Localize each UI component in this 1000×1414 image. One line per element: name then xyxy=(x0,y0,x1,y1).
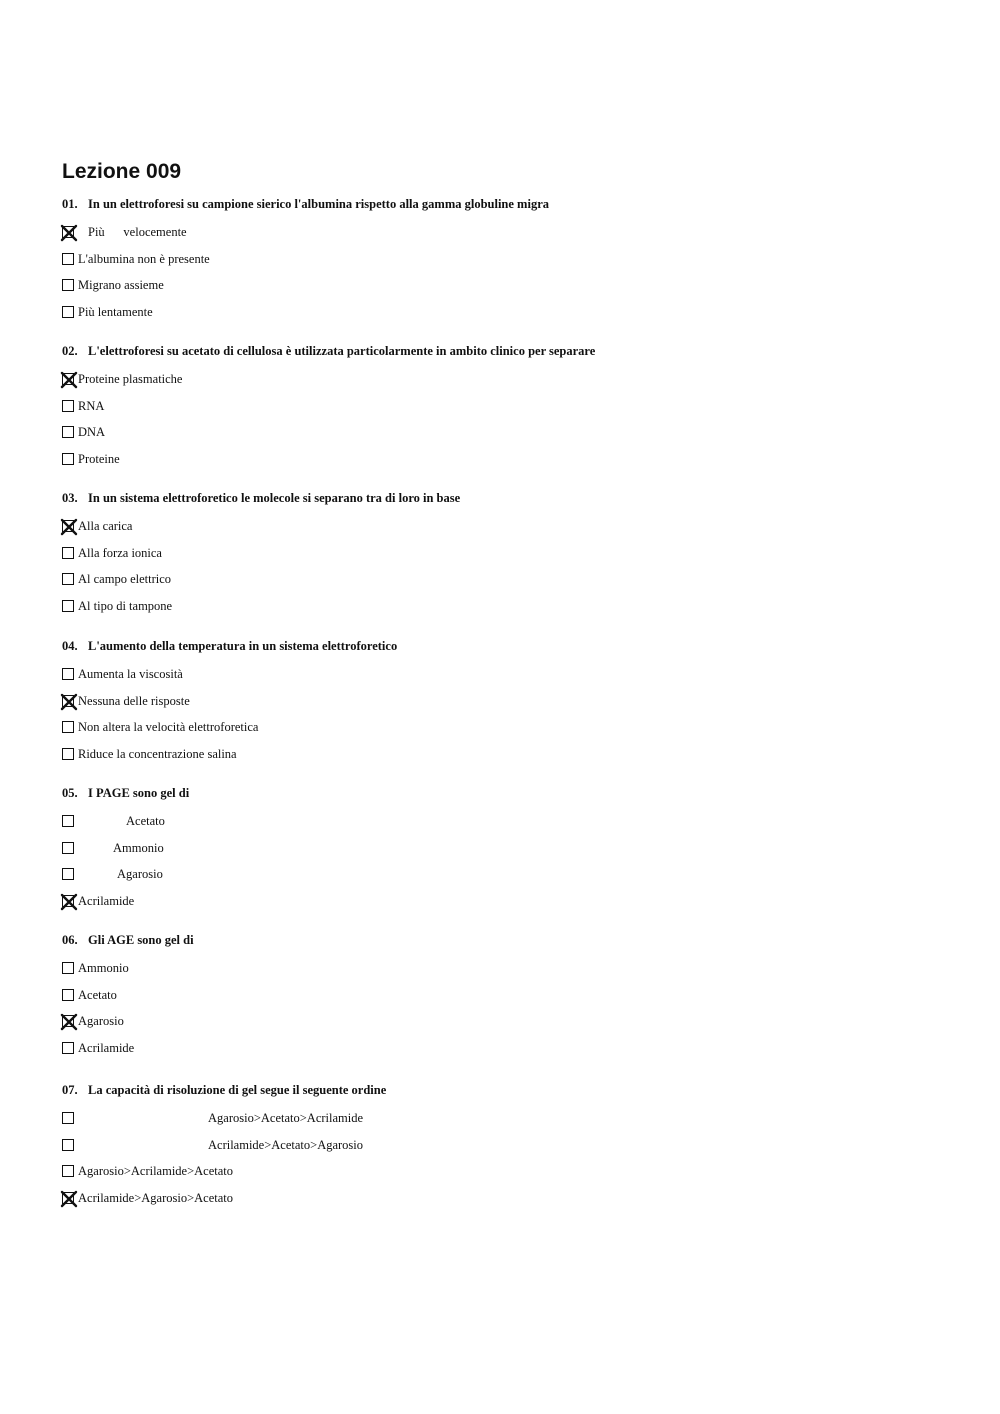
question-number: 01. xyxy=(62,197,78,211)
checkbox[interactable] xyxy=(62,426,74,438)
option-label: Agarosio>Acetato>Acrilamide xyxy=(208,1110,364,1125)
page-title: Lezione 009 xyxy=(62,160,182,183)
checkbox[interactable] xyxy=(62,573,74,585)
option-label: Riduce la concentrazione salina xyxy=(78,746,237,761)
option-label: Al tipo di tampone xyxy=(78,598,173,613)
answer-option[interactable] xyxy=(62,987,117,1003)
question-number: 02. xyxy=(62,344,78,358)
answer-option[interactable] xyxy=(62,746,237,762)
checkbox-checked[interactable] xyxy=(62,226,74,238)
checkbox[interactable] xyxy=(62,253,74,265)
cross-mark-icon xyxy=(60,693,78,711)
answer-option[interactable] xyxy=(62,1163,233,1179)
checkbox[interactable] xyxy=(62,600,74,612)
answer-option[interactable] xyxy=(62,1190,233,1206)
checkbox[interactable] xyxy=(62,989,74,1001)
question-number: 04. xyxy=(62,639,78,653)
option-label: DNA xyxy=(78,424,106,439)
answer-option[interactable] xyxy=(62,893,134,909)
answer-option[interactable] xyxy=(62,277,164,293)
question-4 xyxy=(62,639,397,654)
answer-option[interactable] xyxy=(62,666,183,682)
question-number: 03. xyxy=(62,491,78,505)
option-label: Acrilamide>Acetato>Agarosio xyxy=(208,1137,364,1152)
answer-option[interactable] xyxy=(62,224,187,240)
option-label: Alla forza ionica xyxy=(78,545,162,560)
option-label: Agarosio xyxy=(117,866,163,881)
option-label: Acetato xyxy=(126,813,165,828)
checkbox-checked[interactable] xyxy=(62,373,74,385)
answer-option[interactable] xyxy=(62,398,104,414)
answer-option[interactable] xyxy=(62,866,163,882)
question-number: 07. xyxy=(62,1083,78,1097)
checkbox-checked[interactable] xyxy=(62,1192,74,1204)
cross-mark-icon xyxy=(60,1190,78,1208)
checkbox-checked[interactable] xyxy=(62,1015,74,1027)
answer-option[interactable] xyxy=(62,451,120,467)
option-label: Proteine plasmatiche xyxy=(78,371,183,386)
option-label: Al campo elettrico xyxy=(78,571,172,586)
cross-mark-icon xyxy=(60,1013,78,1031)
option-label: Aumenta la viscosità xyxy=(78,666,183,681)
option-label: Alla carica xyxy=(78,518,133,533)
checkbox[interactable] xyxy=(62,453,74,465)
answer-option[interactable] xyxy=(62,1013,124,1029)
question-3 xyxy=(62,491,460,506)
checkbox[interactable] xyxy=(62,547,74,559)
question-text: La capacità di risoluzione di gel segue il seguente ordine xyxy=(88,1083,387,1097)
checkbox-checked[interactable] xyxy=(62,695,74,707)
answer-option[interactable] xyxy=(62,304,153,320)
question-number: 05. xyxy=(62,786,78,800)
checkbox[interactable] xyxy=(62,1112,74,1124)
checkbox[interactable] xyxy=(62,1042,74,1054)
answer-option[interactable] xyxy=(62,571,171,587)
option-label: Più velocemente xyxy=(88,224,187,239)
answer-option[interactable] xyxy=(62,1110,363,1126)
option-label: Nessuna delle risposte xyxy=(78,693,190,708)
checkbox-checked[interactable] xyxy=(62,895,74,907)
cross-mark-icon xyxy=(60,224,78,242)
answer-option[interactable] xyxy=(62,424,105,440)
question-text: Gli AGE sono gel di xyxy=(88,933,194,947)
option-label: Acetato xyxy=(78,987,117,1002)
option-label: Agarosio>Acrilamide>Acetato xyxy=(78,1163,234,1178)
cross-mark-icon xyxy=(60,518,78,536)
answer-option[interactable] xyxy=(62,693,190,709)
checkbox[interactable] xyxy=(62,748,74,760)
answer-option[interactable] xyxy=(62,960,129,976)
answer-option[interactable] xyxy=(62,719,258,735)
cross-mark-icon xyxy=(60,893,78,911)
question-text: I PAGE sono gel di xyxy=(88,786,190,800)
checkbox[interactable] xyxy=(62,962,74,974)
answer-option[interactable] xyxy=(62,371,182,387)
option-label: Acrilamide xyxy=(78,1040,135,1055)
checkbox[interactable] xyxy=(62,842,74,854)
checkbox[interactable] xyxy=(62,868,74,880)
question-6 xyxy=(62,933,194,948)
question-text: In un sistema elettroforetico le molecole si separano tra di loro in base xyxy=(88,491,461,505)
option-label: RNA xyxy=(78,398,105,413)
checkbox[interactable] xyxy=(62,1139,74,1151)
question-2 xyxy=(62,344,595,359)
answer-option[interactable] xyxy=(62,1137,363,1153)
question-1 xyxy=(62,197,549,212)
question-7 xyxy=(62,1083,386,1098)
cross-mark-icon xyxy=(60,371,78,389)
checkbox-checked[interactable] xyxy=(62,520,74,532)
answer-option[interactable] xyxy=(62,518,132,534)
answer-option[interactable] xyxy=(62,251,210,267)
checkbox[interactable] xyxy=(62,400,74,412)
question-number: 06. xyxy=(62,933,78,947)
checkbox[interactable] xyxy=(62,306,74,318)
question-text: L'elettroforesi su acetato di cellulosa è utilizzata particolarmente in ambito clinico per separare xyxy=(88,344,596,358)
answer-option[interactable] xyxy=(62,840,164,856)
question-text: In un elettroforesi su campione sierico l'albumina rispetto alla gamma globuline migra xyxy=(88,197,549,211)
option-label: L'albumina non è presente xyxy=(78,251,210,266)
answer-option[interactable] xyxy=(62,598,172,614)
checkbox[interactable] xyxy=(62,815,74,827)
answer-option[interactable] xyxy=(62,813,165,829)
checkbox[interactable] xyxy=(62,668,74,680)
option-label: Ammonio xyxy=(113,840,164,855)
option-label: Acrilamide>Agarosio>Acetato xyxy=(78,1190,234,1205)
option-label: Acrilamide xyxy=(78,893,135,908)
option-label: Migrano assieme xyxy=(78,277,164,292)
answer-option[interactable] xyxy=(62,545,162,561)
checkbox[interactable] xyxy=(62,279,74,291)
option-label: Proteine xyxy=(78,451,120,466)
question-5 xyxy=(62,786,189,801)
question-text: L'aumento della temperatura in un sistema elettroforetico xyxy=(88,639,398,653)
option-label: Ammonio xyxy=(78,960,129,975)
answer-option[interactable] xyxy=(62,1040,134,1056)
checkbox[interactable] xyxy=(62,1165,74,1177)
checkbox[interactable] xyxy=(62,721,74,733)
option-label: Agarosio xyxy=(78,1013,124,1028)
option-label: Non altera la velocità elettroforetica xyxy=(78,719,259,734)
option-label: Più lentamente xyxy=(78,304,153,319)
